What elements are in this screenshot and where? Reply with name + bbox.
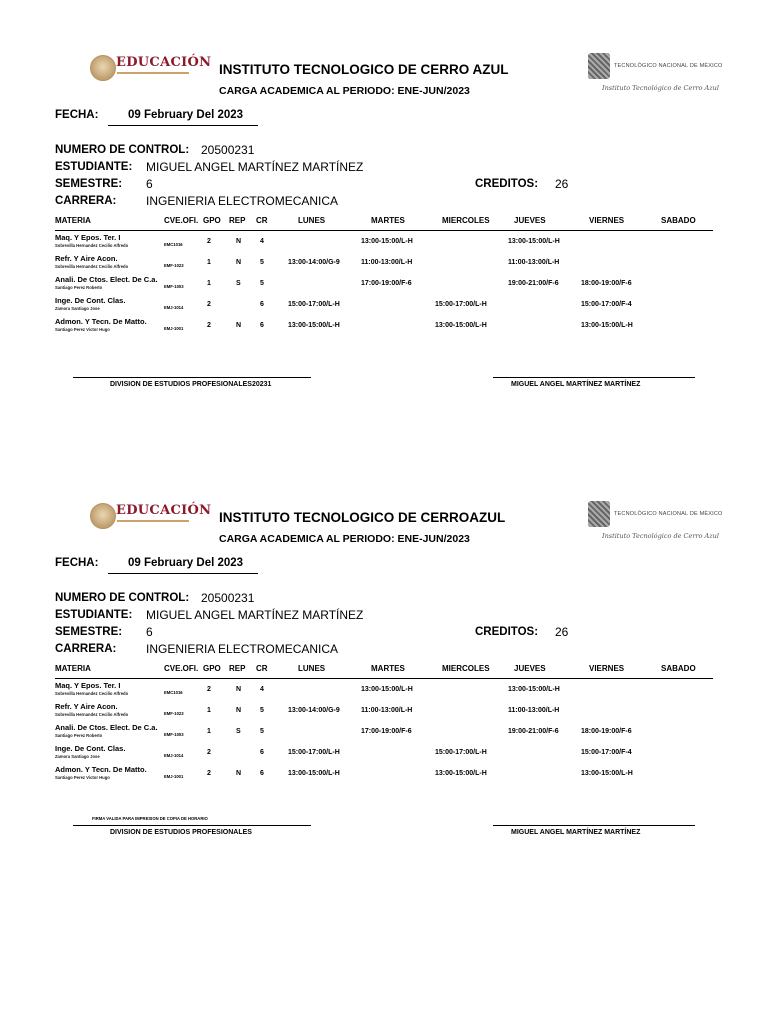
- fecha-underline: [108, 573, 258, 574]
- mexico-seal-icon: [90, 55, 116, 81]
- cell-martes: 17:00-19:00/F-6: [361, 728, 412, 735]
- column-header: CR: [256, 216, 268, 225]
- column-header: MATERIA: [55, 664, 91, 673]
- fecha-label: FECHA:: [55, 557, 99, 569]
- column-header: SABADO: [661, 664, 696, 673]
- tecnm-emblem-icon: [588, 501, 610, 527]
- cell-gpo: 2: [207, 322, 211, 329]
- cell-lunes: 13:00-15:00/L-H: [288, 770, 340, 777]
- cell-viernes: 15:00-17:00/F-4: [581, 301, 632, 308]
- cell-gpo: 2: [207, 686, 211, 693]
- column-header: LUNES: [298, 664, 326, 673]
- student-signature: MIGUEL ANGEL MARTÍNEZ MARTÍNEZ: [511, 381, 641, 388]
- cell-miercoles: 15:00-17:00/L-H: [435, 749, 487, 756]
- tecnm-logo-subtitle: Instituto Tecnológico de Cerro Azul: [602, 532, 719, 540]
- logo-underline: [117, 520, 189, 522]
- table-header-rule: [55, 230, 713, 231]
- course-teacher: Santiago Perez Victor Hugo: [55, 775, 110, 780]
- cell-viernes: 15:00-17:00/F-4: [581, 749, 632, 756]
- course-code: EMF-1003: [164, 732, 184, 737]
- course-code: EMF-1023: [164, 263, 184, 268]
- column-header: GPO: [203, 216, 221, 225]
- course-name: Inge. De Cont. Clas.: [55, 296, 126, 305]
- cell-miercoles: 15:00-17:00/L-H: [435, 301, 487, 308]
- schedule-copy: [0, 0, 768, 448]
- cell-rep: N: [236, 238, 242, 245]
- course-name: Admon. Y Tecn. De Matto.: [55, 317, 147, 326]
- cell-cr: 6: [260, 301, 264, 308]
- carrera-label: CARRERA:: [55, 195, 117, 207]
- cell-rep: N: [236, 707, 242, 714]
- course-name: Refr. Y Aire Acon.: [55, 254, 118, 263]
- cell-viernes: 18:00-19:00/F-6: [581, 728, 632, 735]
- control-label: NUMERO DE CONTROL:: [55, 592, 190, 604]
- course-teacher: Zamora Santiago Jose: [55, 306, 100, 311]
- tecnm-logo: [588, 501, 738, 543]
- cell-gpo: 1: [207, 259, 211, 266]
- course-code: EMF-1003: [164, 284, 184, 289]
- cell-cr: 5: [260, 280, 264, 287]
- signature-line-right: [493, 825, 695, 826]
- cell-martes: 17:00-19:00/F-6: [361, 280, 412, 287]
- column-header: MIERCOLES: [442, 216, 490, 225]
- tecnm-emblem-icon: [588, 53, 610, 79]
- student-value: MIGUEL ANGEL MARTÍNEZ MARTÍNEZ: [146, 160, 364, 174]
- course-teacher: Sobrevilla Hernandez Cecilio Alfredo: [55, 243, 129, 248]
- cell-miercoles: 13:00-15:00/L-H: [435, 322, 487, 329]
- column-header: MARTES: [371, 216, 405, 225]
- course-name: Anali. De Ctos. Elect. De C.a.: [55, 275, 158, 284]
- mexico-seal-icon: [90, 503, 116, 529]
- carrera-label: CARRERA:: [55, 643, 117, 655]
- cell-rep: N: [236, 686, 242, 693]
- cell-lunes: 15:00-17:00/L-H: [288, 301, 340, 308]
- semestre-label: SEMESTRE:: [55, 178, 123, 190]
- column-header: CVE.OFI.: [164, 216, 199, 225]
- cell-cr: 5: [260, 259, 264, 266]
- course-code: EMJ-1014: [164, 305, 184, 310]
- cell-cr: 6: [260, 749, 264, 756]
- column-header: VIERNES: [589, 664, 625, 673]
- educacion-logo-text: EDUCACIÓN: [116, 55, 212, 70]
- course-name: Inge. De Cont. Clas.: [55, 744, 126, 753]
- cell-lunes: 13:00-15:00/L-H: [288, 322, 340, 329]
- course-name: Maq. Y Epos. Ter. I: [55, 233, 121, 242]
- fecha-underline: [108, 125, 258, 126]
- logo-underline: [117, 72, 189, 74]
- course-code: EMJ-1014: [164, 753, 184, 758]
- signature-line-right: [493, 377, 695, 378]
- fecha-value: 09 February Del 2023: [128, 109, 244, 121]
- student-label: ESTUDIANTE:: [55, 161, 133, 173]
- column-header: JUEVES: [514, 216, 546, 225]
- column-header: MATERIA: [55, 216, 91, 225]
- cell-gpo: 1: [207, 728, 211, 735]
- cell-martes: 13:00-15:00/L-H: [361, 238, 413, 245]
- cell-jueves: 11:00-13:00/L-H: [508, 259, 560, 266]
- student-signature: MIGUEL ANGEL MARTÍNEZ MARTÍNEZ: [511, 829, 641, 836]
- fecha-value: 09 February Del 2023: [128, 557, 244, 569]
- course-name: Maq. Y Epos. Ter. I: [55, 681, 121, 690]
- firma-note: FIRMA VALIDA PARA IMPRESION DE COPIA DE HORARIO: [92, 816, 208, 821]
- course-teacher: Sobrevilla Hernandez Cecilio Alfredo: [55, 712, 129, 717]
- cell-rep: N: [236, 322, 242, 329]
- creditos-label: CREDITOS:: [475, 178, 539, 190]
- column-header: REP: [229, 664, 246, 673]
- educacion-logo: [90, 503, 210, 529]
- cell-cr: 4: [260, 238, 264, 245]
- student-value: MIGUEL ANGEL MARTÍNEZ MARTÍNEZ: [146, 608, 364, 622]
- course-teacher: Santiago Perez Victor Hugo: [55, 327, 110, 332]
- control-label: NUMERO DE CONTROL:: [55, 144, 190, 156]
- educacion-logo: [90, 55, 210, 81]
- column-header: CR: [256, 664, 268, 673]
- cell-gpo: 2: [207, 238, 211, 245]
- column-header: REP: [229, 216, 246, 225]
- course-name: Refr. Y Aire Acon.: [55, 702, 118, 711]
- course-code: EMC1016: [164, 242, 183, 247]
- cell-miercoles: 13:00-15:00/L-H: [435, 770, 487, 777]
- column-header: MIERCOLES: [442, 664, 490, 673]
- cell-cr: 4: [260, 686, 264, 693]
- cell-viernes: 13:00-15:00/L-H: [581, 770, 633, 777]
- cell-gpo: 1: [207, 707, 211, 714]
- cell-gpo: 2: [207, 770, 211, 777]
- cell-rep: N: [236, 770, 242, 777]
- column-header: VIERNES: [589, 216, 625, 225]
- institute-title: INSTITUTO TECNOLOGICO DE CERROAZUL: [219, 510, 506, 525]
- control-value: 20500231: [201, 143, 255, 157]
- cell-lunes: 15:00-17:00/L-H: [288, 749, 340, 756]
- column-header: MARTES: [371, 664, 405, 673]
- column-header: SABADO: [661, 216, 696, 225]
- cell-rep: N: [236, 259, 242, 266]
- cell-jueves: 19:00-21:00/F-6: [508, 728, 559, 735]
- cell-jueves: 13:00-15:00/L-H: [508, 238, 560, 245]
- period-subtitle: CARGA ACADEMICA AL PERIODO: ENE-JUN/2023: [219, 85, 470, 97]
- cell-rep: S: [236, 728, 241, 735]
- column-header: CVE.OFI.: [164, 664, 199, 673]
- cell-martes: 11:00-13:00/L-H: [361, 707, 413, 714]
- educacion-logo-text: EDUCACIÓN: [116, 503, 212, 518]
- cell-gpo: 2: [207, 749, 211, 756]
- course-code: EMC1016: [164, 690, 183, 695]
- tecnm-logo: [588, 53, 738, 95]
- course-teacher: Santiago Perez Roberto: [55, 733, 103, 738]
- course-name: Admon. Y Tecn. De Matto.: [55, 765, 147, 774]
- cell-cr: 5: [260, 707, 264, 714]
- course-code: EMF-1023: [164, 711, 184, 716]
- course-code: EMJ-1001: [164, 774, 184, 779]
- fecha-label: FECHA:: [55, 109, 99, 121]
- table-header-rule: [55, 678, 713, 679]
- cell-rep: S: [236, 280, 241, 287]
- cell-viernes: 13:00-15:00/L-H: [581, 322, 633, 329]
- cell-cr: 5: [260, 728, 264, 735]
- semestre-value: 6: [146, 625, 153, 639]
- creditos-value: 26: [555, 625, 569, 639]
- tecnm-logo-subtitle: Instituto Tecnológico de Cerro Azul: [602, 84, 719, 92]
- control-value: 20500231: [201, 591, 255, 605]
- course-teacher: Sobrevilla Hernandez Cecilio Alfredo: [55, 264, 129, 269]
- column-header: GPO: [203, 664, 221, 673]
- student-label: ESTUDIANTE:: [55, 609, 133, 621]
- cell-lunes: 13:00-14:00/G-9: [288, 259, 340, 266]
- cell-jueves: 11:00-13:00/L-H: [508, 707, 560, 714]
- carrera-value: INGENIERIA ELECTROMECANICA: [146, 642, 339, 656]
- cell-viernes: 18:00-19:00/F-6: [581, 280, 632, 287]
- cell-martes: 11:00-13:00/L-H: [361, 259, 413, 266]
- creditos-label: CREDITOS:: [475, 626, 539, 638]
- cell-gpo: 1: [207, 280, 211, 287]
- cell-lunes: 13:00-14:00/G-9: [288, 707, 340, 714]
- signature-line-left: [73, 377, 311, 378]
- semestre-value: 6: [146, 177, 153, 191]
- division-signature: DIVISION DE ESTUDIOS PROFESIONALES: [110, 829, 252, 836]
- period-subtitle: CARGA ACADEMICA AL PERIODO: ENE-JUN/2023: [219, 533, 470, 545]
- schedule-copy: [0, 448, 768, 896]
- cell-gpo: 2: [207, 301, 211, 308]
- cell-martes: 13:00-15:00/L-H: [361, 686, 413, 693]
- carrera-value: INGENIERIA ELECTROMECANICA: [146, 194, 339, 208]
- cell-cr: 6: [260, 770, 264, 777]
- course-teacher: Sobrevilla Hernandez Cecilio Alfredo: [55, 691, 129, 696]
- institute-title: INSTITUTO TECNOLOGICO DE CERRO AZUL: [219, 62, 509, 77]
- cell-jueves: 13:00-15:00/L-H: [508, 686, 560, 693]
- cell-jueves: 19:00-21:00/F-6: [508, 280, 559, 287]
- creditos-value: 26: [555, 177, 569, 191]
- tecnm-logo-name: TECNOLÓGICO NACIONAL DE MÉXICO: [614, 63, 723, 69]
- course-code: EMJ-1001: [164, 326, 184, 331]
- column-header: JUEVES: [514, 664, 546, 673]
- tecnm-logo-name: TECNOLÓGICO NACIONAL DE MÉXICO: [614, 511, 723, 517]
- signature-line-left: [73, 825, 311, 826]
- course-teacher: Santiago Perez Roberto: [55, 285, 103, 290]
- division-signature: DIVISION DE ESTUDIOS PROFESIONALES20231: [110, 381, 272, 388]
- cell-cr: 6: [260, 322, 264, 329]
- semestre-label: SEMESTRE:: [55, 626, 123, 638]
- course-name: Anali. De Ctos. Elect. De C.a.: [55, 723, 158, 732]
- column-header: LUNES: [298, 216, 326, 225]
- course-teacher: Zamora Santiago Jose: [55, 754, 100, 759]
